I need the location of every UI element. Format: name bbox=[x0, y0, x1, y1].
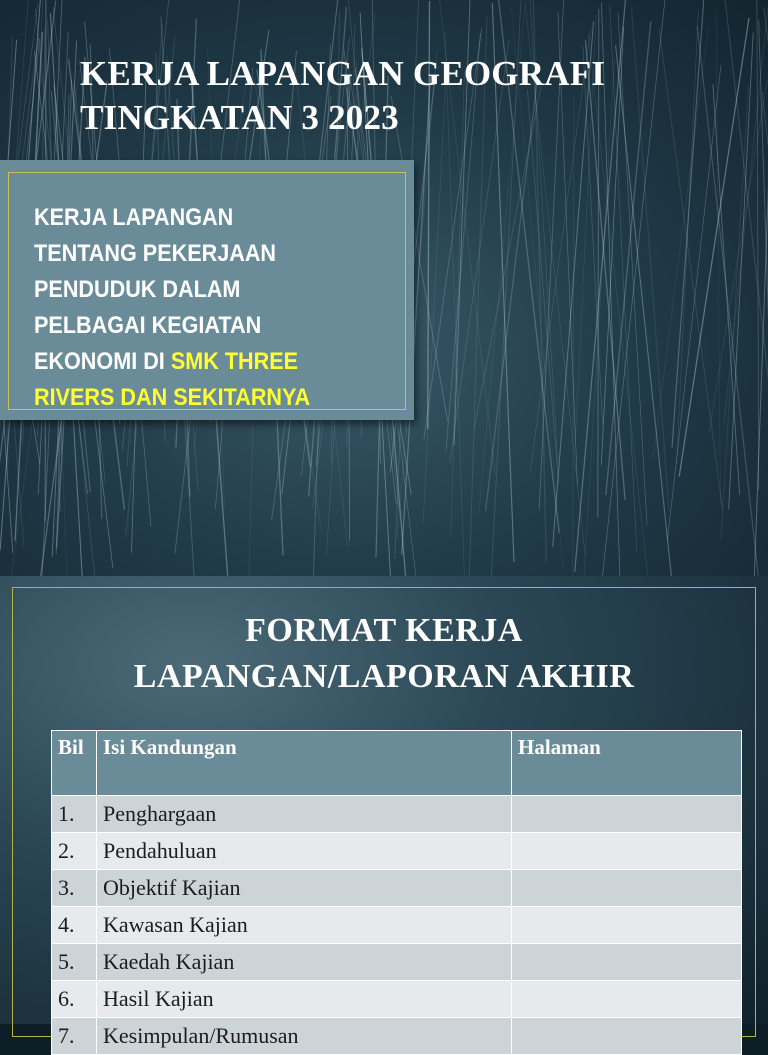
background-streak bbox=[721, 86, 749, 540]
subtitle-line-5-prefix: EKONOMI DI bbox=[34, 348, 171, 375]
row-halaman bbox=[512, 1018, 742, 1055]
row-halaman bbox=[512, 944, 742, 981]
slide-2-title-line-2: LAPANGAN/LAPORAN AKHIR bbox=[133, 658, 635, 695]
table-row bbox=[52, 870, 742, 907]
background-streak bbox=[754, 67, 768, 584]
table-row bbox=[52, 833, 742, 870]
row-bil: 4. bbox=[52, 907, 97, 944]
table-header-row bbox=[52, 731, 742, 796]
row-isi: Kesimpulan/Rumusan bbox=[97, 1018, 512, 1055]
subtitle-line-5 bbox=[34, 344, 367, 380]
header-halaman: Halaman bbox=[512, 731, 742, 796]
table-row bbox=[52, 796, 742, 833]
slide-1-title-line-2: TINGKATAN 3 2023 bbox=[80, 98, 399, 137]
subtitle-line-1: KERJA LAPANGAN bbox=[34, 204, 234, 231]
subtitle-line-5-highlight: SMK THREE bbox=[170, 348, 299, 375]
subtitle-line-3: PENDUDUK DALAM bbox=[34, 276, 241, 303]
background-streak bbox=[757, 0, 759, 490]
subtitle-line-2: TENTANG PEKERJAAN bbox=[34, 240, 277, 267]
slide-1-title-line-1: KERJA LAPANGAN GEOGRAFI bbox=[80, 54, 606, 93]
row-bil: 7. bbox=[52, 1018, 97, 1055]
slide-1-title bbox=[80, 52, 740, 140]
row-bil: 6. bbox=[52, 981, 97, 1018]
table-row bbox=[52, 1018, 742, 1055]
subtitle-line-4: PELBAGAI KEGIATAN bbox=[34, 312, 262, 339]
row-halaman bbox=[512, 981, 742, 1018]
header-bil: Bil bbox=[52, 731, 97, 796]
row-halaman bbox=[512, 796, 742, 833]
row-halaman bbox=[512, 870, 742, 907]
row-halaman bbox=[512, 833, 742, 870]
row-bil: 5. bbox=[52, 944, 97, 981]
row-bil: 3. bbox=[52, 870, 97, 907]
background-streak bbox=[573, 95, 574, 579]
row-isi: Objektif Kajian bbox=[97, 870, 512, 907]
header-isi-kandungan: Isi Kandungan bbox=[97, 731, 512, 796]
row-isi: Penghargaan bbox=[97, 796, 512, 833]
contents-table bbox=[51, 730, 742, 1055]
slide-2-title bbox=[0, 608, 768, 700]
table-row bbox=[52, 907, 742, 944]
subtitle-line-6-highlight: RIVERS DAN SEKITARNYA bbox=[34, 384, 311, 411]
row-halaman bbox=[512, 907, 742, 944]
background-streak bbox=[451, 71, 465, 537]
row-isi: Pendahuluan bbox=[97, 833, 512, 870]
slide-2-title-line-1: FORMAT KERJA bbox=[245, 612, 523, 649]
table-row bbox=[52, 981, 742, 1018]
row-bil: 1. bbox=[52, 796, 97, 833]
slide-2 bbox=[0, 576, 768, 1048]
table-row bbox=[52, 944, 742, 981]
row-isi: Kaedah Kajian bbox=[97, 944, 512, 981]
row-isi: Kawasan Kajian bbox=[97, 907, 512, 944]
row-bil: 2. bbox=[52, 833, 97, 870]
subtitle-text bbox=[34, 200, 367, 416]
row-isi: Hasil Kajian bbox=[97, 981, 512, 1018]
